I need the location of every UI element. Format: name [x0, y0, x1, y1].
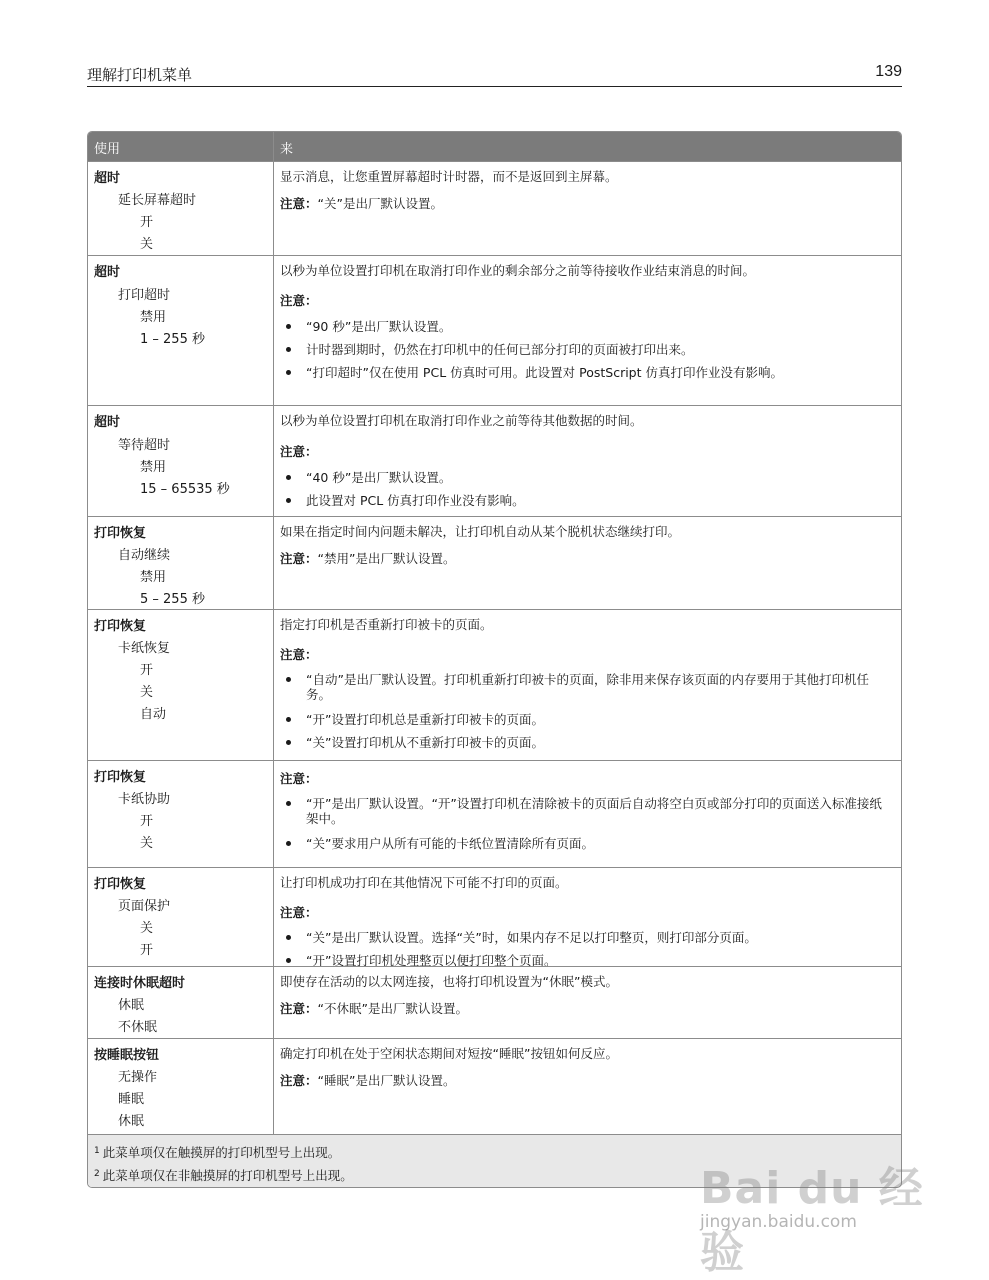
setting-name: 延长屏幕超时 [118, 193, 197, 208]
option-value: 自动 [140, 707, 167, 722]
description: 以秒为单位设置打印机在取消打印作业之前等待其他数据的时间。 [280, 413, 643, 428]
option-value: 开 [140, 814, 154, 829]
bullet-item: 计时器到期时，仍然在打印机中的任何已部分打印的页面被打印出来。 [282, 342, 891, 357]
option-value: 15 – 65535 秒 [140, 482, 230, 497]
menu-name: 超时 [94, 171, 121, 186]
menu-name: 打印恢复 [94, 619, 147, 634]
table-row [88, 966, 901, 1039]
bullet-item: “关”是出厂默认设置。选择“关”时，如果内存不足以打印整页，则打印部分页面。 [282, 930, 891, 945]
option-value: 不休眠 [118, 1020, 158, 1035]
menu-name: 打印恢复 [94, 877, 147, 892]
note [280, 1071, 455, 1089]
menu-name: 超时 [94, 415, 121, 430]
menu-cell [88, 256, 273, 406]
bullet-item: “开”设置打印机处理整页以便打印整个页面。 [282, 953, 891, 968]
table-row [88, 405, 901, 517]
option-value: 关 [140, 685, 154, 700]
note-label: 注意： [280, 293, 318, 308]
note-text: “不休眠”是出厂默认设置。 [317, 1001, 468, 1016]
table-row [88, 760, 901, 868]
menu-name: 按睡眠按钮 [94, 1048, 160, 1063]
menu-name: 超时 [94, 265, 121, 280]
table-row [88, 609, 901, 761]
description: 以秒为单位设置打印机在取消打印作业的剩余部分之前等待接收作业结束消息的时间。 [280, 263, 756, 278]
note-label: 注意： [280, 1073, 318, 1088]
bullet-item: “关”要求用户从所有可能的卡纸位置清除所有页面。 [282, 836, 891, 851]
setting-name: 页面保护 [118, 899, 171, 914]
note-text: “睡眠”是出厂默认设置。 [317, 1073, 456, 1088]
option-value: 5 – 255 秒 [140, 592, 205, 607]
setting-name: 卡纸恢复 [118, 641, 171, 656]
menu-name: 连接时休眠超时 [94, 976, 186, 991]
option-value: 睡眠 [118, 1092, 145, 1107]
note [280, 549, 455, 567]
bullet-item: “关”设置打印机从不重新打印被卡的页面。 [282, 735, 891, 750]
menu-cell [88, 761, 273, 868]
description-cell [274, 761, 901, 868]
menu-cell [88, 406, 273, 517]
column-header-for: 来 [280, 142, 294, 157]
menu-name: 打印恢复 [94, 770, 147, 785]
setting-name: 卡纸协助 [118, 792, 171, 807]
footnote-number: 1 [94, 1146, 100, 1156]
menu-cell [88, 162, 273, 256]
option-value: 1 – 255 秒 [140, 332, 205, 347]
table-row [88, 1038, 901, 1135]
footnote-number: 2 [94, 1169, 100, 1179]
menu-cell [88, 517, 273, 610]
watermark-url: jingyan.baidu.com [700, 1212, 857, 1232]
table-row [88, 867, 901, 967]
bullet-item: “开”设置打印机总是重新打印被卡的页面。 [282, 712, 891, 727]
description-cell [274, 868, 901, 967]
description: 如果在指定时间内问题未解决，让打印机自动从某个脱机状态继续打印。 [280, 524, 681, 539]
table-row [88, 161, 901, 256]
note-label: 注意： [280, 647, 318, 662]
description-cell [274, 517, 901, 610]
note-label: 注意： [280, 196, 318, 211]
note-label: 注意： [280, 1001, 318, 1016]
description-cell [274, 162, 901, 256]
description-cell [274, 610, 901, 761]
note-text: “关”是出厂默认设置。 [317, 196, 443, 211]
option-value: 禁用 [140, 460, 167, 475]
footnote-text: 此菜单项仅在非触摸屏的打印机型号上出现。 [102, 1168, 353, 1183]
table-row [88, 255, 901, 406]
option-value: 开 [140, 215, 154, 230]
description: 即使存在活动的以太网连接，也将打印机设置为“休眠”模式。 [280, 974, 618, 989]
menu-table [87, 131, 902, 1188]
description-cell [274, 406, 901, 517]
note-label: 注意： [280, 905, 318, 920]
option-value: 关 [140, 836, 154, 851]
option-value: 关 [140, 921, 154, 936]
option-value: 禁用 [140, 310, 167, 325]
menu-name: 打印恢复 [94, 526, 147, 541]
note [280, 999, 468, 1017]
table-row [88, 516, 901, 610]
column-header-use: 使用 [94, 142, 121, 157]
note-label: 注意： [280, 771, 318, 786]
option-value: 禁用 [140, 570, 167, 585]
description-cell [274, 1039, 901, 1135]
bullet-item: “40 秒”是出厂默认设置。 [282, 470, 891, 485]
footnote-text: 此菜单项仅在触摸屏的打印机型号上出现。 [102, 1145, 341, 1160]
setting-name: 自动继续 [118, 548, 171, 563]
setting-name: 打印超时 [118, 288, 171, 303]
option-value: 关 [140, 237, 154, 252]
menu-cell [88, 610, 273, 761]
page-number: 139 [875, 63, 902, 80]
bullet-item: “开”是出厂默认设置。“开”设置打印机在清除被卡的页面后自动将空白页或部分打印的页面送入标准接纸架中。 [282, 796, 891, 826]
bullet-item: “打印超时”仅在使用 PCL 仿真时可用。此设置对 PostScript 仿真打印作业没有影响。 [282, 365, 891, 380]
bullet-item: 此设置对 PCL 仿真打印作业没有影响。 [282, 493, 891, 508]
page-title: 理解打印机菜单 [87, 66, 193, 84]
option-value: 无操作 [118, 1070, 158, 1085]
menu-cell [88, 967, 273, 1039]
option-value: 开 [140, 663, 154, 678]
note-text: “禁用”是出厂默认设置。 [317, 551, 456, 566]
menu-cell [88, 1039, 273, 1135]
description: 确定打印机在处于空闲状态期间对短按“睡眠”按钮如何反应。 [280, 1046, 618, 1061]
description-cell [274, 256, 901, 406]
option-value: 休眠 [118, 1114, 145, 1129]
watermark-logo: Bai du 经验 [700, 1163, 924, 1278]
description-cell [274, 967, 901, 1039]
description: 让打印机成功打印在其他情况下可能不打印的页面。 [280, 875, 568, 890]
option-value: 开 [140, 943, 154, 958]
page-header [87, 62, 902, 87]
description: 指定打印机是否重新打印被卡的页面。 [280, 617, 493, 632]
description: 显示消息，让您重置屏幕超时计时器，而不是返回到主屏幕。 [280, 169, 618, 184]
note [280, 194, 443, 212]
table-header [88, 132, 901, 161]
note-label: 注意： [280, 444, 318, 459]
footnote [94, 1143, 340, 1161]
bullet-item: “自动”是出厂默认设置。打印机重新打印被卡的页面，除非用来保存该页面的内存要用于其他打印机任务。 [282, 672, 891, 702]
footnote [94, 1166, 353, 1184]
bullet-item: “90 秒”是出厂默认设置。 [282, 319, 891, 334]
menu-cell [88, 868, 273, 967]
setting-name: 等待超时 [118, 438, 171, 453]
note-label: 注意： [280, 551, 318, 566]
option-value: 休眠 [118, 998, 145, 1013]
